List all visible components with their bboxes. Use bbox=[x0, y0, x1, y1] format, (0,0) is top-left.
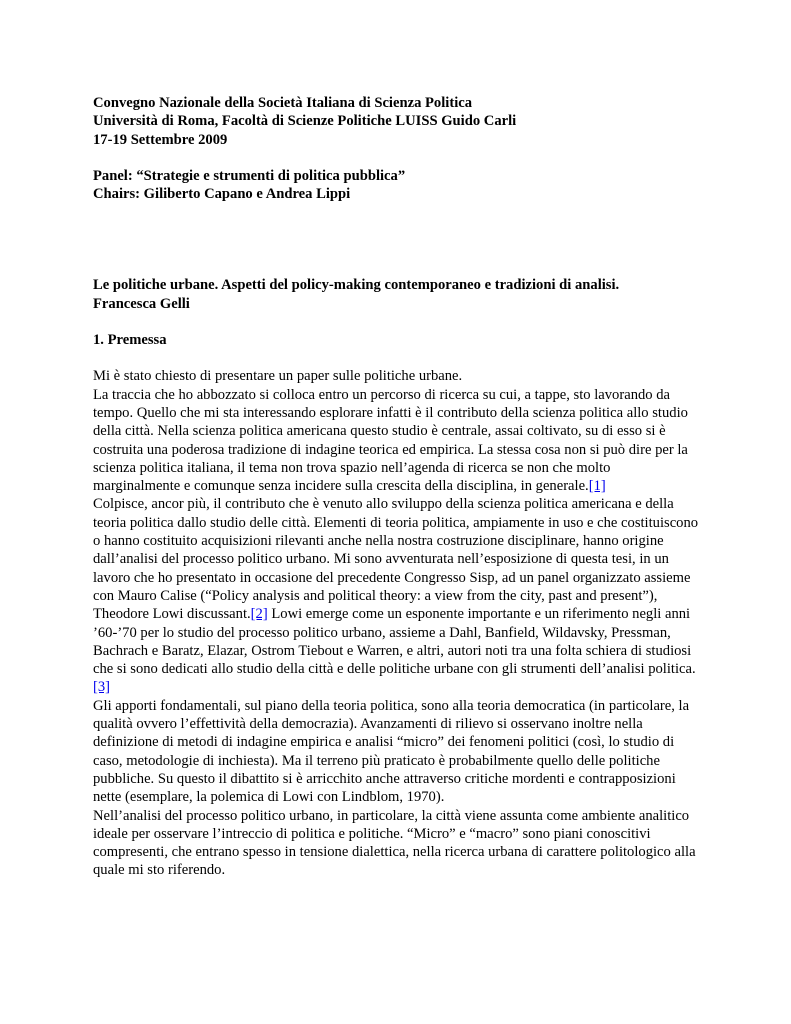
paragraph-text: La traccia che ho abbozzato si colloca entro un percorso di ricerca su cui, a tappe, sto lavorando da tempo. Quello che mi sta interessando esplorare infatti è il contributo della scienza politica allo studio della città. Nella scienza politica americana questo studio è centrale, assai coltivato, su di esso si è costruita una poderosa tradizione di indagine teorica ed empirica. La stessa cosa non si può dire per la scienza politica italiana, il tema non trova spazio nell’agenda di ricerca se non che molto marginalmente e comunque senza incidere sulla crescita della disciplina, in generale. bbox=[93, 386, 688, 495]
footnote-link-3[interactable]: [3] bbox=[93, 679, 111, 696]
paper-author: Francesca Gelli bbox=[93, 295, 190, 312]
conference-header bbox=[93, 94, 701, 149]
paragraph-urban-analysis: Nell’analisi del processo politico urbano, in particolare, la città viene assunta come ambiente analitico ideale per osservare l’intreccio di politica e politiche. “Micro” e “macro” sono piani conoscitivi compresenti, che entrano spesso in tensione dialettica, nella ricerca urbana di carattere politologico alla quale mi sto riferendo. bbox=[93, 807, 696, 879]
conference-name: Convegno Nazionale della Società Italiana di Scienza Politica bbox=[93, 95, 473, 111]
paragraph-american-science bbox=[93, 495, 701, 696]
footnote-link-1[interactable]: [1] bbox=[588, 478, 606, 495]
footnote-link-2[interactable]: [2] bbox=[250, 606, 268, 623]
panel-title: Panel: “Strategie e strumenti di politica pubblica” bbox=[93, 167, 406, 184]
conference-dates: 17-19 Settembre 2009 bbox=[93, 131, 228, 148]
paragraph-intro: Mi è stato chiesto di presentare un paper sulle politiche urbane. bbox=[93, 368, 463, 385]
paper-title: Le politiche urbane. Aspetti del policy-making contemporaneo e tradizioni di analisi. bbox=[93, 277, 620, 294]
body-text bbox=[93, 367, 701, 879]
document-page bbox=[93, 94, 701, 880]
paragraph-research-path bbox=[93, 386, 701, 496]
section-heading: 1. Premessa bbox=[93, 332, 167, 349]
paragraph-text: Colpisce, ancor più, il contributo che è venuto allo sviluppo della scienza politica americana e della teoria politica dallo studio delle città. Elementi di teoria politica, ampiamente in uso e che costituiscono o hanno costituito acquisizioni rilevanti anche nella nostra costruzione disciplinare, hanno origine dall’analisi del processo politico urbano. Mi sono avventurata nell’esposizione di questa tesi, in un lavoro che ho presentato in occasione del precedente Congresso Sisp, ad un panel organizzato assieme con Mauro Calise (“Policy analysis and political theory: a view from the city, past and present”), Theodore Lowi discussant. bbox=[93, 496, 699, 623]
panel-chairs: Chairs: Giliberto Capano e Andrea Lippi bbox=[93, 186, 351, 203]
paragraph-text: Lowi emerge come un esponente importante e un riferimento negli anni ’60-’70 per lo studio del processo politico urbano, assieme a Dahl, Banfield, Wildavsky, Pressman, Bachrach e Baratz, Elazar, Ostrom Tiebout e Warren, e altri, autori noti tra una folta schiera di studiosi che si sono dedicati allo studio della città e delle politiche urbane con gli strumenti dell’analisi politica. bbox=[93, 606, 696, 678]
paragraph-contributions: Gli apporti fondamentali, sul piano della teoria politica, sono alla teoria democratica (in particolare, la qualità ovvero l’effettività della democrazia). Avanzamenti di rilievo si osservano inoltre nella definizione di metodi di indagine empirica e analisi “micro” dei fenomeni politici (così, lo studio di caso, metodologie di inchiesta). Ma il terreno più praticato è probabilmente quello delle politiche pubbliche. Su questo il dibattito si è arricchito anche attraverso critiche mordenti e contrapposizioni nette (esemplare, la polemica di Lowi con Lindblom, 1970). bbox=[93, 697, 690, 806]
panel-info bbox=[93, 167, 701, 204]
paper-header bbox=[93, 276, 701, 313]
conference-venue: Università di Roma, Facoltà di Scienze Politiche LUISS Guido Carli bbox=[93, 113, 517, 130]
